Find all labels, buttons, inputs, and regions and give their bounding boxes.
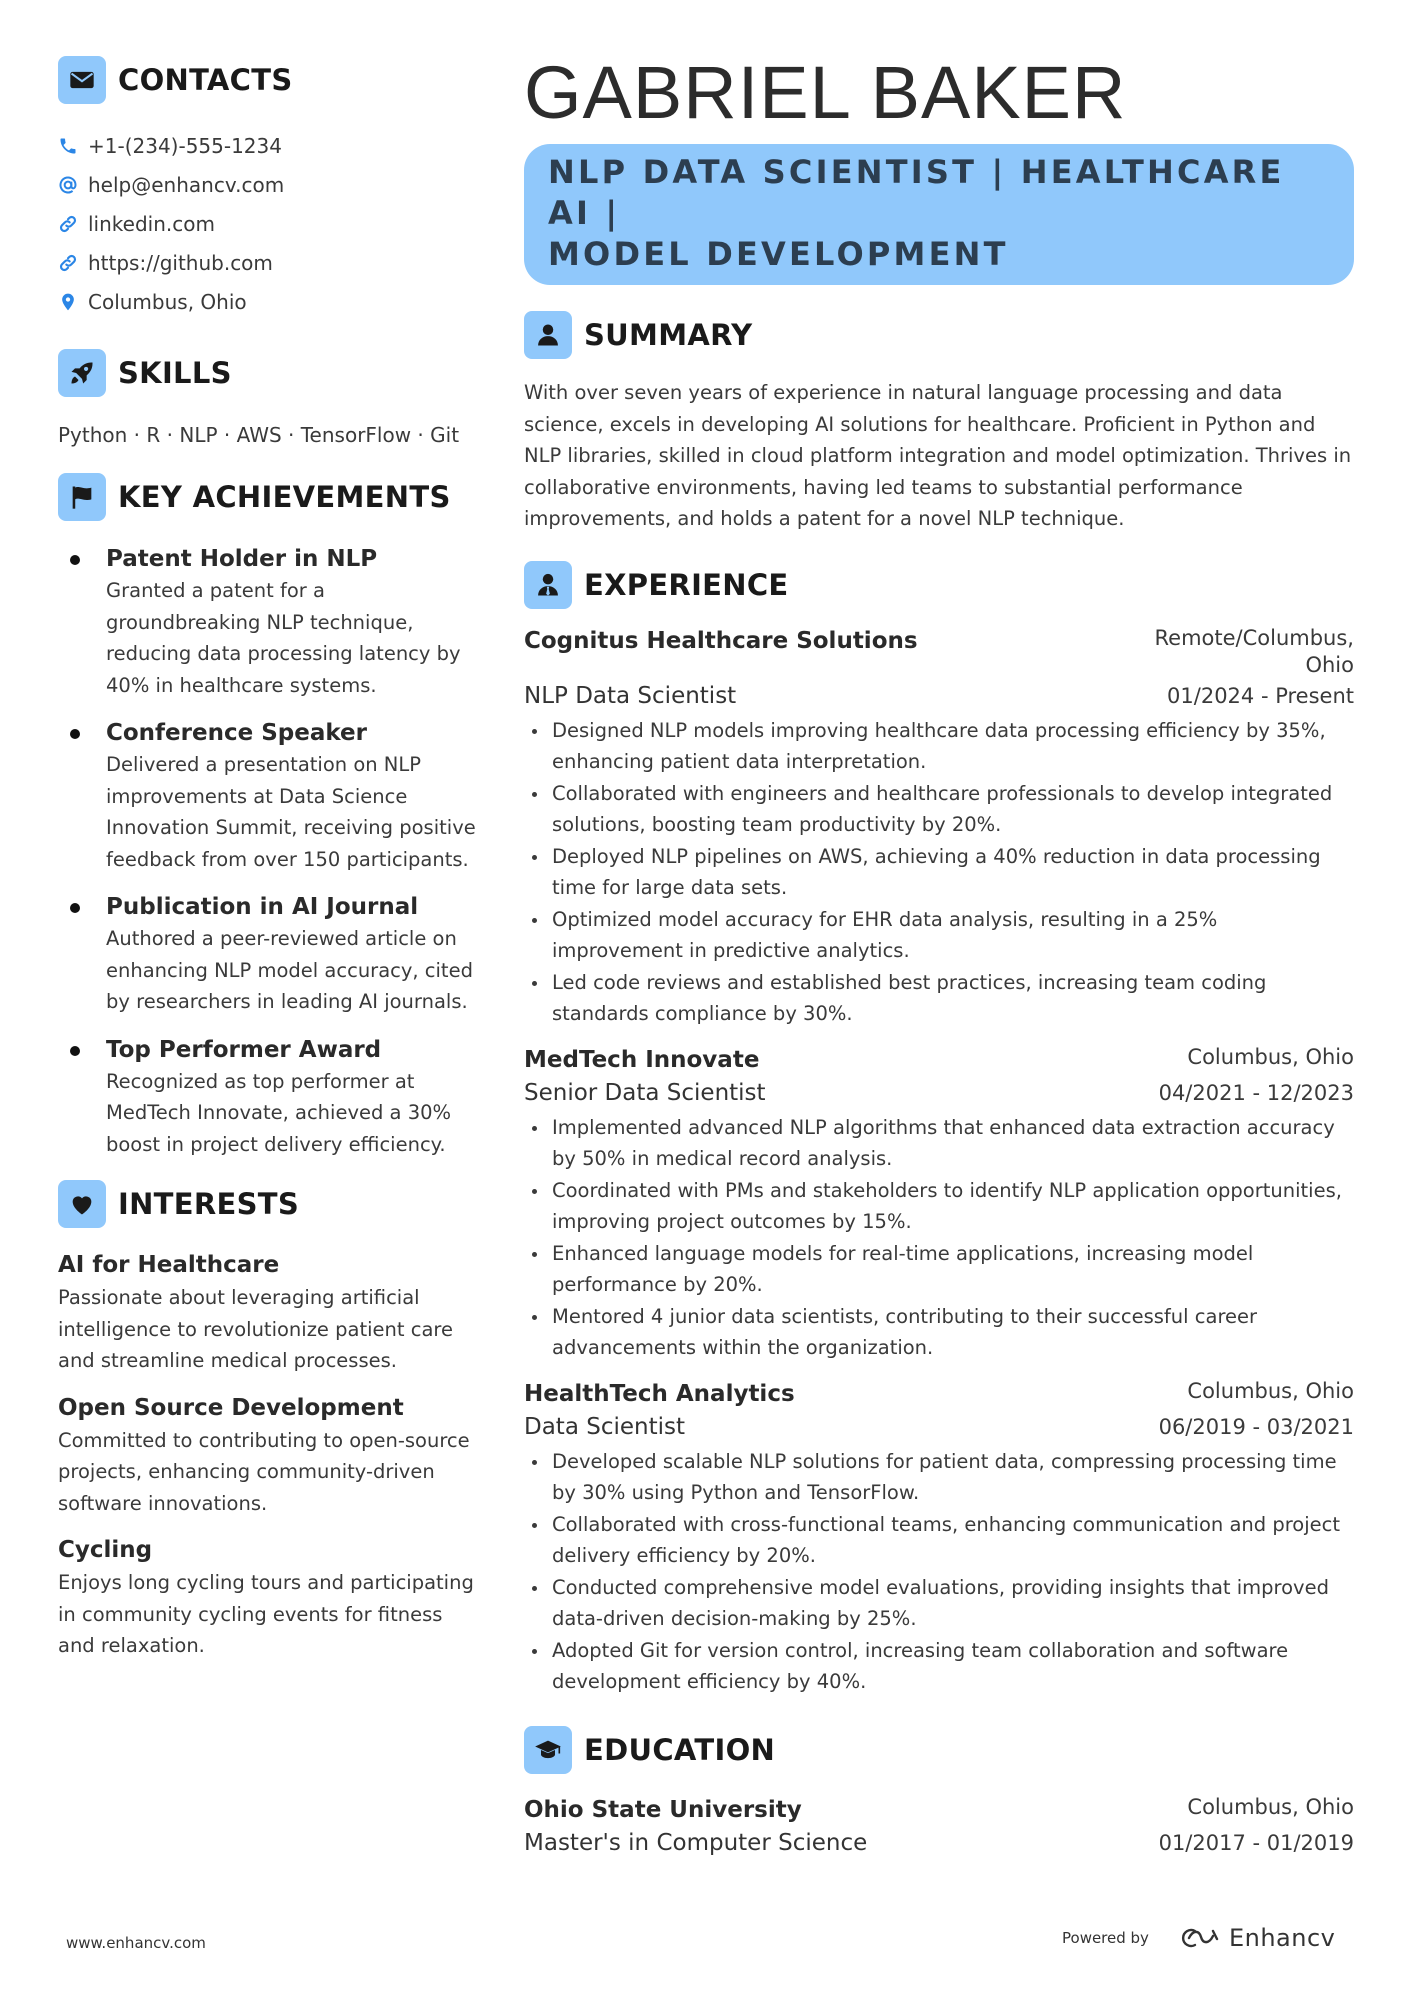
bullet-dot (70, 555, 80, 565)
education-header-line (524, 1794, 1354, 1826)
contacts-header (58, 56, 478, 104)
job-bullet: Coordinated with PMs and stakeholders to identify NLP application opportunities, improving project outcomes by 15%. (524, 1175, 1354, 1238)
experience-header (524, 561, 1354, 609)
job-position: NLP Data Scientist (524, 682, 737, 709)
job-entry (524, 625, 1354, 1030)
summary-title: SUMMARY (584, 318, 753, 352)
education-header (524, 1726, 1354, 1774)
interest-desc: Passionate about leveraging artificial intelligence to revolutionize patient care and streamline medical processes. (58, 1286, 453, 1372)
achievement-title: Patent Holder in NLP (106, 546, 378, 572)
powered-by-label: Powered by (1062, 1929, 1149, 1947)
contacts-title: CONTACTS (118, 63, 293, 97)
interests-title: INTERESTS (118, 1187, 300, 1221)
job-bullet: Developed scalable NLP solutions for patient data, compressing processing time by 30% using Python and TensorFlow. (524, 1446, 1354, 1509)
job-header-line (524, 1378, 1354, 1410)
education-school: Ohio State University (524, 1796, 802, 1823)
interest-item (58, 1533, 478, 1662)
summary-section (524, 311, 1354, 535)
job-bullets (524, 1446, 1354, 1698)
job-bullet: Collaborated with cross-functional teams, enhancing communication and project delivery efficiency by 20%. (524, 1509, 1354, 1572)
achievement-desc: Authored a peer-reviewed article on enhancing NLP model accuracy, cited by researchers in leading AI journals. (106, 927, 473, 1013)
contact-github (58, 243, 478, 282)
job-bullets (524, 715, 1354, 1030)
candidate-name: GABRIEL BAKER (524, 51, 1127, 134)
job-bullet: Deployed NLP pipelines on AWS, achieving a 40% reduction in data processing time for large data sets. (524, 841, 1354, 904)
education-location: Columbus, Ohio (1187, 1794, 1354, 1819)
graduation-cap-icon (524, 1726, 572, 1774)
contact-email-link[interactable]: help@enhancv.com (88, 172, 285, 197)
job-header-line (524, 1044, 1354, 1076)
interest-title: Open Source Development (58, 1394, 404, 1421)
skills-list: Python · R · NLP · AWS · TensorFlow · Git (58, 423, 460, 447)
job-location (1187, 1044, 1354, 1071)
job-dates: 06/2019 - 03/2021 (1158, 1414, 1354, 1439)
job-position: Senior Data Scientist (524, 1079, 766, 1106)
skills-header (58, 349, 478, 397)
achievement-item (58, 1034, 478, 1161)
link-icon (58, 214, 78, 234)
contacts-list (58, 126, 478, 321)
job-company: HealthTech Analytics (524, 1380, 795, 1407)
achievements-header (58, 473, 478, 521)
summary-text: With over seven years of experience in natural language processing and data science, excels in developing AI solutions for healthcare. Proficient in Python and NLP libraries, skilled in cloud platform integration and model optimization. Thrives in collaborative environments, having led teams to substantial performance improvements, and holds a patent for a novel NLP technique. (524, 381, 1352, 530)
education-dates: 01/2017 - 01/2019 (1158, 1830, 1354, 1855)
contact-location-text: Columbus, Ohio (88, 289, 247, 314)
contact-phone-link[interactable]: +1-(234)-555-1234 (88, 133, 282, 158)
education-degree-line (524, 1826, 1354, 1860)
job-location-line-1: Remote/Columbus, (1154, 625, 1354, 650)
job-location-line-1: Columbus, Ohio (1187, 1044, 1354, 1069)
phone-icon (58, 136, 78, 156)
footer-branding (1062, 1924, 1335, 1952)
job-bullet: Enhanced language models for real-time applications, increasing model performance by 20%. (524, 1238, 1354, 1301)
job-bullet: Implemented advanced NLP algorithms that enhanced data extraction accuracy by 50% in medical record analysis. (524, 1112, 1354, 1175)
contact-github-link[interactable]: https://github.com (88, 250, 273, 275)
contact-linkedin (58, 204, 478, 243)
interest-item (58, 1391, 478, 1520)
interest-desc: Committed to contributing to open-source projects, enhancing community-driven software innovations. (58, 1428, 470, 1515)
job-company: Cognitus Healthcare Solutions (524, 627, 918, 654)
achievement-desc: Recognized as top performer at MedTech Innovate, achieved a 30% boost in project delivery efficiency. (106, 1069, 452, 1156)
heart-icon (58, 1180, 106, 1228)
location-pin-icon (58, 292, 78, 312)
job-bullets (524, 1112, 1354, 1364)
job-bullet: Designed NLP models improving healthcare data processing efficiency by 35%, enhancing patient data interpretation. (524, 715, 1354, 778)
achievement-item (58, 717, 478, 875)
envelope-icon (58, 56, 106, 104)
achievement-item (58, 543, 478, 701)
contact-location (58, 282, 478, 321)
interest-item (58, 1248, 478, 1377)
job-position-line (524, 1076, 1354, 1110)
job-bullet: Led code reviews and established best practices, increasing team coding standards compliance by 30%. (524, 967, 1354, 1030)
achievements-title: KEY ACHIEVEMENTS (118, 480, 451, 514)
job-entry (524, 1378, 1354, 1698)
interest-desc: Enjoys long cycling tours and participating in community cycling events for fitness and relaxation. (58, 1571, 474, 1657)
skills-title: SKILLS (118, 356, 232, 390)
footer-website-link[interactable]: www.enhancv.com (66, 1934, 206, 1952)
bullet-dot (70, 729, 80, 739)
interests-list (58, 1248, 478, 1662)
bullet-dot (70, 1046, 80, 1056)
user-icon (524, 311, 572, 359)
achievement-title: Top Performer Award (106, 1036, 382, 1063)
enhancv-brand-name: Enhancv (1228, 1924, 1336, 1952)
achievement-title: Publication in AI Journal (106, 894, 419, 920)
interest-title: AI for Healthcare (58, 1252, 280, 1278)
job-bullet: Collaborated with engineers and healthcare professionals to develop integrated solutions, boosting team productivity by 20%. (524, 778, 1354, 841)
left-column (58, 56, 478, 1676)
achievement-desc: Delivered a presentation on NLP improvements at Data Science Innovation Summit, receiving positive feedback from over 150 participants. (106, 753, 476, 871)
job-dates: 04/2021 - 12/2023 (1158, 1080, 1354, 1105)
job-position-line (524, 679, 1354, 713)
interests-header (58, 1180, 478, 1228)
job-position-line (524, 1410, 1354, 1444)
role-banner (524, 144, 1354, 285)
bullet-dot (70, 903, 80, 913)
education-degree: Master's in Computer Science (524, 1829, 868, 1856)
contact-phone (58, 126, 478, 165)
experience-title: EXPERIENCE (584, 567, 789, 602)
job-location (1187, 1378, 1354, 1405)
job-location-line-2: Ohio (1305, 652, 1354, 677)
job-bullet: Conducted comprehensive model evaluations, providing insights that improved data-driven decision-making by 25%. (524, 1572, 1354, 1635)
job-company: MedTech Innovate (524, 1046, 760, 1073)
job-location-line-1: Columbus, Ohio (1187, 1378, 1354, 1403)
rocket-icon (58, 349, 106, 397)
education-title: EDUCATION (584, 1732, 776, 1767)
role-line-2: MODEL DEVELOPMENT (548, 235, 1009, 273)
job-header-line (524, 625, 1354, 679)
job-entry (524, 1044, 1354, 1364)
contact-email (58, 165, 478, 204)
role-line-1: NLP DATA SCIENTIST | HEALTHCARE AI | (548, 153, 1285, 232)
achievement-title: Conference Speaker (106, 720, 367, 746)
job-dates: 01/2024 - Present (1167, 683, 1354, 708)
achievement-item (58, 891, 478, 1018)
summary-header (524, 311, 1354, 359)
job-bullet: Optimized model accuracy for EHR data analysis, resulting in a 25% improvement in predictive analytics. (524, 904, 1354, 967)
education-entry (524, 1794, 1354, 1860)
job-bullet: Adopted Git for version control, increasing team collaboration and software development efficiency by 40%. (524, 1635, 1354, 1698)
right-column (524, 48, 1354, 1860)
enhancv-logo-icon (1175, 1925, 1221, 1951)
interest-title: Cycling (58, 1537, 153, 1563)
experience-section (524, 561, 1354, 1698)
job-location (1155, 625, 1354, 679)
achievement-desc: Granted a patent for a groundbreaking NLP technique, reducing data processing latency by 40% in healthcare systems. (106, 579, 461, 697)
job-bullet: Mentored 4 junior data scientists, contributing to their successful career advancements within the organization. (524, 1301, 1354, 1364)
user-tie-icon (524, 561, 572, 609)
job-position: Data Scientist (524, 1413, 685, 1440)
contact-linkedin-link[interactable]: linkedin.com (88, 211, 215, 236)
link-icon (58, 253, 78, 273)
at-icon (58, 175, 78, 195)
achievements-list (58, 543, 478, 1160)
flag-icon (58, 473, 106, 521)
education-section (524, 1726, 1354, 1860)
